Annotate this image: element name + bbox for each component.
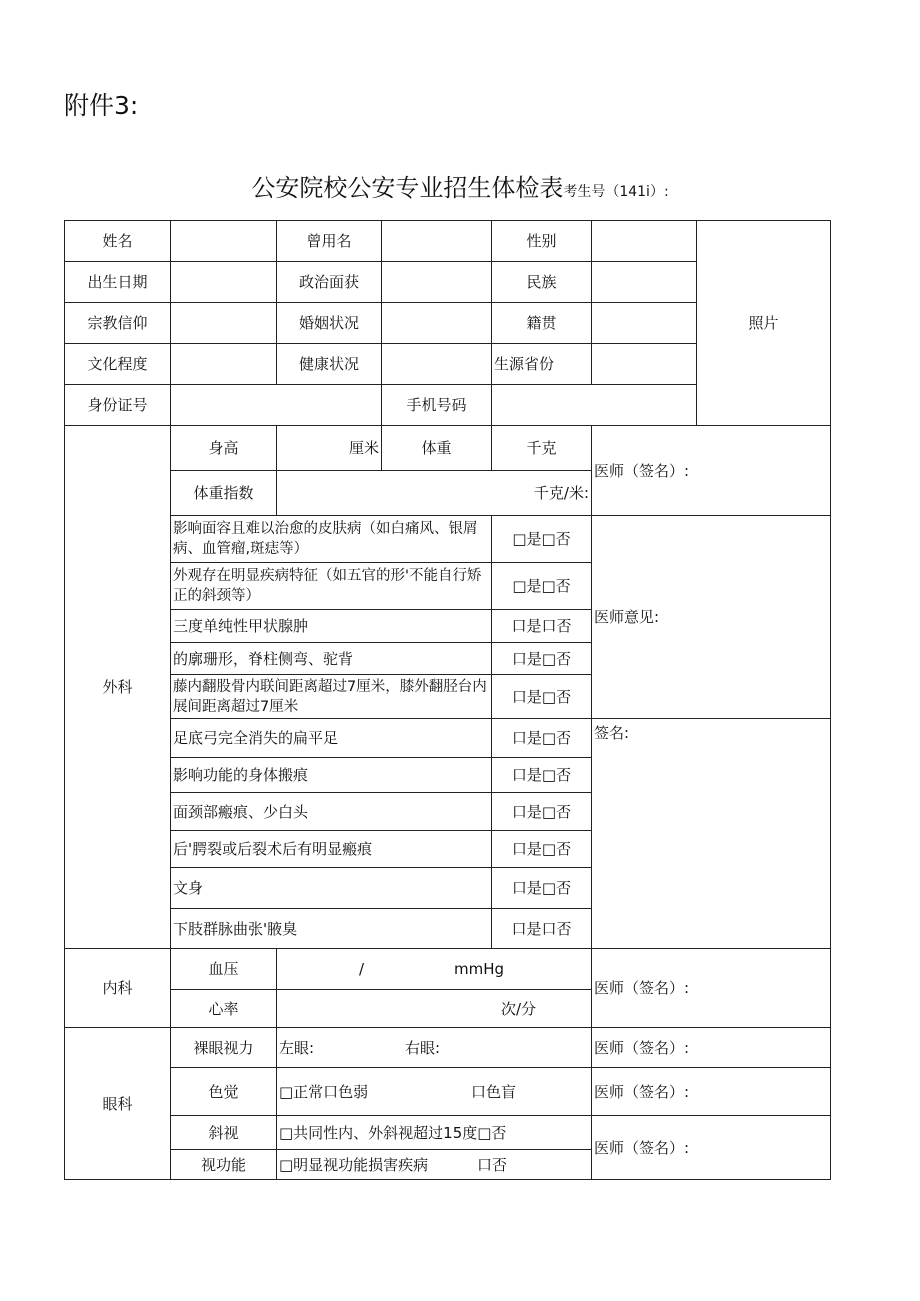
label-vision: 裸眼视力	[171, 1028, 277, 1068]
label-health: 健康状况	[277, 344, 382, 385]
surgery-item-choice[interactable]: 口是口否	[492, 610, 592, 643]
surgery-item-text: 影响功能的身体搬痕	[171, 758, 492, 793]
label-blood-pressure: 血压	[171, 949, 277, 990]
label-birth-date: 出生日期	[65, 262, 171, 303]
label-ethnicity: 民族	[492, 262, 592, 303]
surgery-item-text: 藤内翻股骨内联间距离超过7厘米，膝外翻胫台内展间距离超过7厘米	[171, 675, 492, 719]
label-political: 政治面获	[277, 262, 382, 303]
input-id-number[interactable]	[171, 385, 382, 426]
input-marital[interactable]	[382, 303, 492, 344]
visual-function-no: 口否	[477, 1155, 508, 1174]
surgery-item-choice[interactable]: 口是□否	[492, 719, 592, 758]
surgery-item-choice[interactable]: □是□否	[492, 516, 592, 563]
surgery-doctor-sign[interactable]: 医师（签名）:	[592, 426, 831, 516]
form-title	[0, 168, 920, 203]
section-internal: 内科	[65, 949, 171, 1028]
label-education: 文化程度	[65, 344, 171, 385]
surgery-signature[interactable]: 签名:	[592, 719, 831, 949]
label-height: 身高	[171, 426, 277, 471]
attachment-heading: 附件3:	[64, 91, 139, 120]
eye-doctor-sign-2[interactable]: 医师（签名）:	[592, 1068, 831, 1116]
surgery-item-choice[interactable]: 口是□否	[492, 868, 592, 909]
surgery-item-text: 文身	[171, 868, 492, 909]
input-gender[interactable]	[592, 221, 697, 262]
surgery-doctor-opinion[interactable]: 医师意见:	[592, 516, 831, 719]
input-color-vision[interactable]	[277, 1068, 592, 1116]
surgery-item-text: 影响面容且难以治愈的皮肤病（如白痛风、银屑病、血管瘤,斑痣等）	[171, 516, 492, 563]
input-source-province[interactable]	[592, 344, 697, 385]
input-health[interactable]	[382, 344, 492, 385]
label-color-vision: 色觉	[171, 1068, 277, 1116]
visual-function-option: □明显视功能损害疾病	[279, 1155, 429, 1174]
physical-exam-table	[64, 220, 831, 1180]
label-source-province: 生源省份	[492, 344, 592, 385]
internal-doctor-sign[interactable]: 医师（签名）:	[592, 949, 831, 1028]
input-vision[interactable]	[277, 1028, 592, 1068]
label-id-number: 身份证号	[65, 385, 171, 426]
eye-doctor-sign-3[interactable]: 医师（签名）:	[592, 1116, 831, 1180]
label-visual-function: 视功能	[171, 1150, 277, 1180]
label-religion: 宗教信仰	[65, 303, 171, 344]
label-native-place: 籍贯	[492, 303, 592, 344]
input-native-place[interactable]	[592, 303, 697, 344]
surgery-item-choice[interactable]: □是□否	[492, 563, 592, 610]
section-surgery: 外科	[65, 426, 171, 949]
input-visual-function[interactable]	[277, 1150, 592, 1180]
surgery-item-text: 的廓珊形，脊柱侧弯、驼背	[171, 643, 492, 675]
label-heart-rate: 心率	[171, 990, 277, 1028]
surgery-item-choice[interactable]: 口是□否	[492, 793, 592, 831]
unit-kg[interactable]: 千克	[492, 426, 592, 471]
input-birth-date[interactable]	[171, 262, 277, 303]
surgery-item-text: 下肢群脉曲张'腋臭	[171, 909, 492, 949]
input-name[interactable]	[171, 221, 277, 262]
candidate-number-label: 考生号（141i）:	[563, 184, 669, 200]
label-squint: 斜视	[171, 1116, 277, 1150]
form-title-main: 公安院校公安专业招生体检表	[251, 174, 564, 202]
eye-doctor-sign-1[interactable]: 医师（签名）:	[592, 1028, 831, 1068]
input-ethnicity[interactable]	[592, 262, 697, 303]
label-former-name: 曾用名	[277, 221, 382, 262]
input-former-name[interactable]	[382, 221, 492, 262]
surgery-item-text: 外观存在明显疾病特征（如五官的形'不能自行矫正的斜颈等）	[171, 563, 492, 610]
input-political[interactable]	[382, 262, 492, 303]
label-weight: 体重	[382, 426, 492, 471]
surgery-item-text: 后'腭裂或后裂术后有明显瘢痕	[171, 831, 492, 868]
surgery-item-choice[interactable]: 口是□否	[492, 831, 592, 868]
right-eye-label: 右眼:	[405, 1038, 441, 1057]
left-eye-label: 左眼:	[279, 1038, 315, 1057]
heart-rate-unit[interactable]: 次/分	[277, 990, 592, 1028]
label-marital: 婚姻状况	[277, 303, 382, 344]
label-bmi: 体重指数	[171, 471, 277, 516]
photo-box[interactable]: 照片	[697, 221, 831, 426]
surgery-item-choice[interactable]: 口是□否	[492, 758, 592, 793]
surgery-item-choice[interactable]: 口是口否	[492, 909, 592, 949]
surgery-item-text: 面颈部瘢痕、少白头	[171, 793, 492, 831]
unit-cm[interactable]: 厘米	[277, 426, 382, 471]
surgery-item-text: 足底弓完全消失的扁平足	[171, 719, 492, 758]
label-phone: 手机号码	[382, 385, 492, 426]
bp-separator: /	[358, 960, 364, 978]
color-vision-options: □正常口色弱	[279, 1082, 369, 1101]
squint-options[interactable]: □共同性内、外斜视超过15度□否	[277, 1116, 592, 1150]
bp-unit: mmHg	[453, 960, 504, 978]
surgery-item-text: 三度单纯性甲状腺肿	[171, 610, 492, 643]
label-name: 姓名	[65, 221, 171, 262]
unit-bmi[interactable]: 千克/米:	[277, 471, 592, 516]
color-blind-option: 口色盲	[471, 1082, 517, 1101]
input-education[interactable]	[171, 344, 277, 385]
input-blood-pressure[interactable]	[277, 949, 592, 990]
input-phone[interactable]	[492, 385, 697, 426]
section-eye: 眼科	[65, 1028, 171, 1180]
surgery-item-choice[interactable]: 口是□否	[492, 675, 592, 719]
label-gender: 性别	[492, 221, 592, 262]
surgery-item-choice[interactable]: 口是□否	[492, 643, 592, 675]
input-religion[interactable]	[171, 303, 277, 344]
